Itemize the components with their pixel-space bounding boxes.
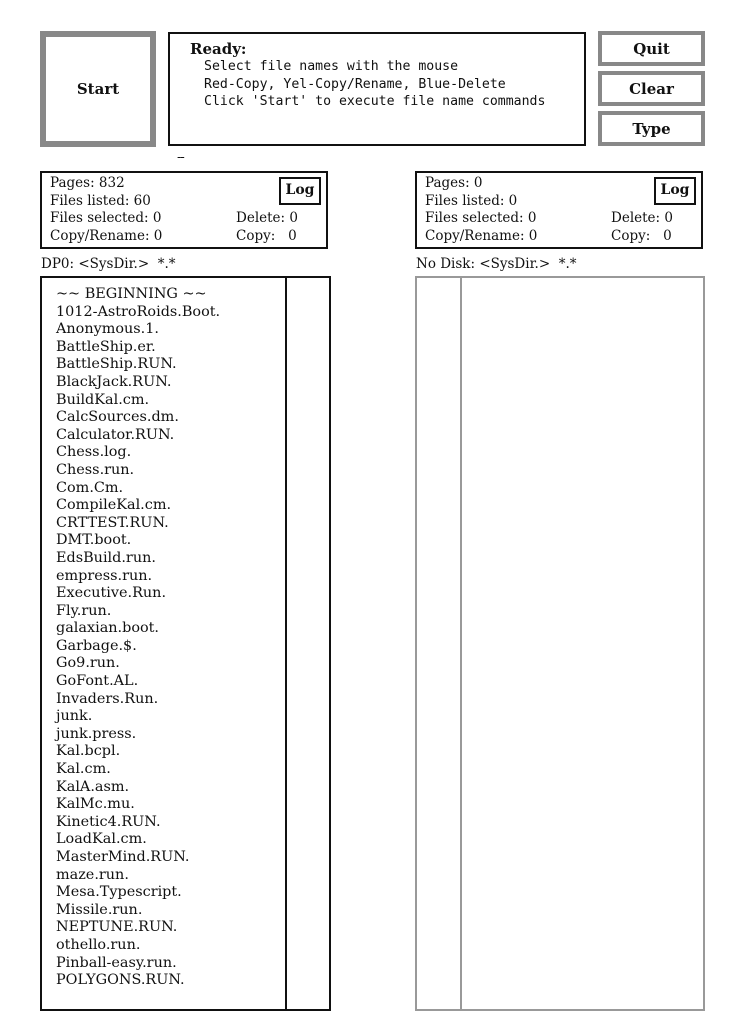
scrollbar-divider bbox=[285, 278, 287, 1009]
file-list-item[interactable]: junk.press. bbox=[56, 725, 137, 742]
file-list-item[interactable]: Missile.run. bbox=[56, 901, 143, 918]
status-message-box bbox=[168, 32, 586, 146]
file-list-item[interactable]: Kal.cm. bbox=[56, 761, 111, 778]
file-list-item[interactable]: KalA.asm. bbox=[56, 778, 130, 795]
clear-button[interactable]: Clear bbox=[598, 71, 705, 106]
file-list-item[interactable]: Kinetic4.RUN. bbox=[56, 813, 161, 830]
right-disk-stats bbox=[415, 171, 703, 249]
copy-count: Copy: 0 bbox=[611, 227, 672, 244]
file-list-item[interactable]: CompileKal.cm. bbox=[56, 497, 172, 514]
files-selected-row bbox=[50, 210, 318, 228]
start-button-label: Start bbox=[76, 80, 120, 98]
left-file-list[interactable] bbox=[40, 276, 331, 1011]
file-list-item[interactable]: othello.run. bbox=[56, 936, 141, 953]
left-disk-path[interactable]: DP0: <SysDir.> *.* bbox=[41, 256, 176, 272]
file-list-item[interactable]: Chess.log. bbox=[56, 444, 132, 461]
file-list-item[interactable]: BuildKal.cm. bbox=[56, 391, 150, 408]
file-list-item[interactable]: Kal.bcpl. bbox=[56, 743, 121, 760]
right-log-button[interactable]: Log bbox=[654, 177, 696, 205]
copy-rename-count: Copy/Rename: 0 bbox=[425, 227, 538, 244]
status-line: Red-Copy, Yel-Copy/Rename, Blue-Delete bbox=[204, 76, 506, 92]
files-selected-count: Files selected: 0 bbox=[50, 210, 162, 226]
pages-count: Pages: 0 bbox=[425, 175, 483, 191]
status-line: Select file names with the mouse bbox=[204, 59, 459, 74]
file-list-item[interactable]: Fly.run. bbox=[56, 602, 112, 619]
file-list-item[interactable]: Chess.run. bbox=[56, 461, 135, 478]
files-selected-count: Files selected: 0 bbox=[425, 210, 537, 226]
file-list-item[interactable]: Com.Cm. bbox=[56, 479, 124, 496]
file-list-item[interactable]: POLYGONS.RUN. bbox=[56, 972, 185, 989]
file-list-item[interactable]: galaxian.boot. bbox=[56, 620, 160, 637]
delete-count: Delete: 0 bbox=[611, 210, 673, 226]
files-listed-count: Files listed: 60 bbox=[50, 192, 151, 209]
left-disk-stats bbox=[40, 171, 328, 249]
file-list-item[interactable]: Executive.Run. bbox=[56, 585, 167, 602]
left-log-button[interactable]: Log bbox=[279, 177, 321, 205]
files-selected-row bbox=[425, 210, 693, 228]
file-list-item[interactable]: Invaders.Run. bbox=[56, 690, 159, 707]
text-cursor-mark: -- bbox=[177, 150, 184, 165]
file-list-item[interactable]: BattleShip.RUN. bbox=[56, 356, 177, 373]
file-list-item[interactable]: KalMc.mu. bbox=[56, 796, 135, 813]
right-disk-path[interactable]: No Disk: <SysDir.> *.* bbox=[416, 256, 577, 272]
file-list-item[interactable]: GoFont.AL. bbox=[56, 673, 139, 690]
copy-rename-count: Copy/Rename: 0 bbox=[50, 227, 163, 244]
file-list-item[interactable]: Mesa.Typescript. bbox=[56, 884, 182, 901]
copy-rename-row bbox=[425, 228, 693, 246]
copy-rename-row bbox=[50, 228, 318, 246]
file-list-item[interactable]: NEPTUNE.RUN. bbox=[56, 919, 178, 936]
quit-button[interactable]: Quit bbox=[598, 31, 705, 66]
file-list-item[interactable]: CRTTEST.RUN. bbox=[56, 514, 169, 531]
file-list-item[interactable]: Calculator.RUN. bbox=[56, 426, 175, 443]
file-list-item[interactable]: maze.run. bbox=[56, 866, 129, 883]
file-list-item[interactable]: ~~ BEGINNING ~~ bbox=[56, 286, 207, 302]
type-button[interactable]: Type bbox=[598, 111, 705, 146]
files-listed-count: Files listed: 0 bbox=[425, 192, 518, 209]
file-list-item[interactable]: BattleShip.er. bbox=[56, 338, 156, 355]
file-list-item[interactable]: CalcSources.dm. bbox=[56, 409, 179, 426]
file-list-item[interactable]: EdsBuild.run. bbox=[56, 549, 156, 566]
status-title: Ready: bbox=[190, 40, 247, 58]
file-list-item[interactable]: empress.run. bbox=[56, 567, 153, 584]
pages-count: Pages: 832 bbox=[50, 175, 125, 191]
file-list-item[interactable]: MasterMind.RUN. bbox=[56, 849, 190, 865]
file-list-item[interactable]: LoadKal.cm. bbox=[56, 831, 147, 848]
start-button[interactable] bbox=[40, 31, 156, 147]
status-line: Click 'Start' to execute file name commands bbox=[204, 94, 546, 109]
file-list-item[interactable]: Pinball-easy.run. bbox=[56, 954, 177, 971]
file-list-item[interactable]: Go9.run. bbox=[56, 655, 120, 672]
file-list-item[interactable]: BlackJack.RUN. bbox=[56, 373, 172, 390]
file-list-item[interactable]: junk. bbox=[56, 708, 93, 725]
delete-count: Delete: 0 bbox=[236, 210, 298, 226]
file-list-item[interactable]: DMT.boot. bbox=[56, 532, 132, 549]
right-file-list[interactable] bbox=[415, 276, 705, 1011]
scrollbar-divider bbox=[460, 278, 462, 1009]
copy-count: Copy: 0 bbox=[236, 227, 297, 244]
file-list-item[interactable]: Anonymous.1. bbox=[56, 321, 159, 338]
file-list-item[interactable]: Garbage.$. bbox=[56, 637, 137, 654]
file-list-item[interactable]: 1012-AstroRoids.Boot. bbox=[56, 303, 221, 320]
